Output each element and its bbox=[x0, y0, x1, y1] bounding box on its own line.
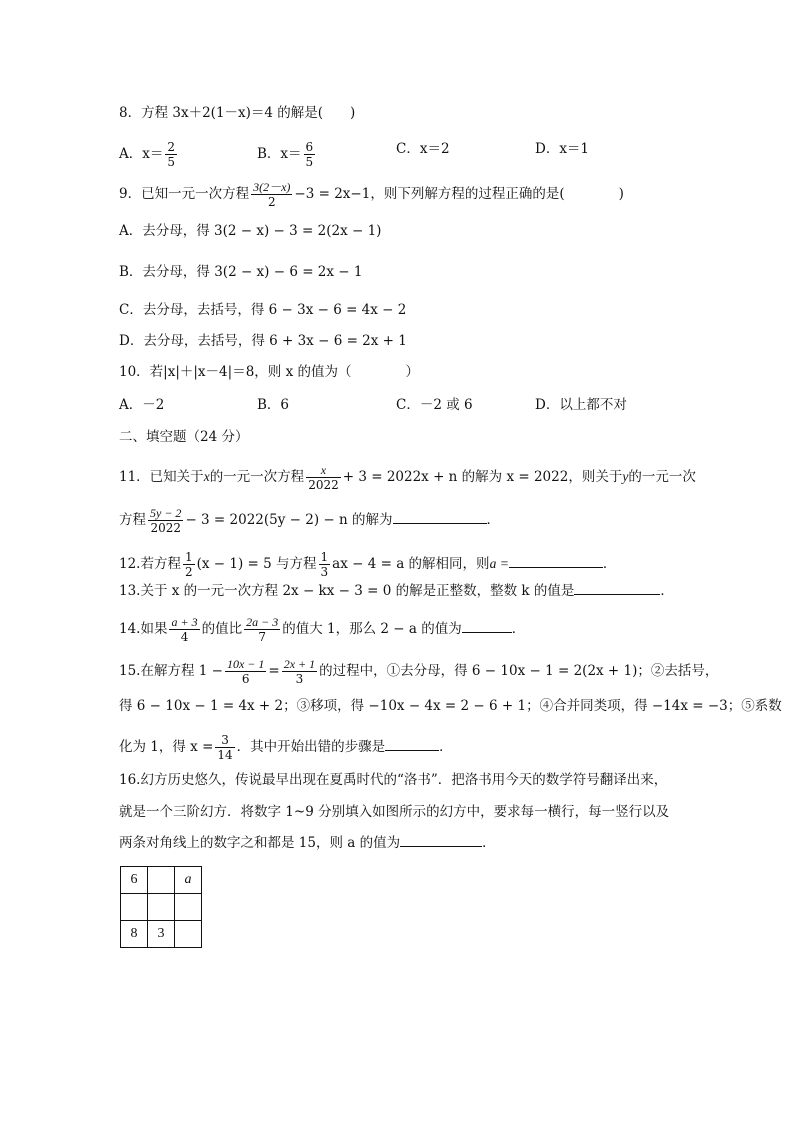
answer-blank[interactable] bbox=[385, 738, 439, 751]
q14: 14.如果 $\frac{a + 3}{4}$ 的值比 $\frac{2a - 3}{7}$ 的值大 1，那么 2 − a 的值为 ． bbox=[119, 615, 526, 644]
q15-line3: 化为 1，得 x = $\frac{3}{14}$ ．其中开始出错的步骤是 ． bbox=[119, 733, 453, 762]
magic-cell bbox=[121, 894, 148, 921]
q16-line2: 就是一个三阶幻方．将数字 1~9 分别填入如图所示的幻方中，要求每一横行，每一竖行以及 bbox=[119, 804, 670, 820]
q11-line1: 11．已知关于x的一元一次方程 $\frac{x}{2022}$ + 3 = 2022x + n 的解为 x = 2022，则关于y的一元一次 bbox=[119, 463, 696, 492]
fraction: $\frac{5y - 2}{2022}$ bbox=[150, 506, 182, 535]
q10-option-d: D．以上都不对 bbox=[535, 397, 627, 413]
q16-line1: 16.幻方历史悠久，传说最早出现在夏禹时代的“洛书”．把洛书用今天的数学符号翻译出来， bbox=[119, 772, 668, 788]
q8-option-a: A．x＝ $\frac{2}{5}$ bbox=[119, 140, 176, 169]
q11-line2: 方程 $\frac{5y - 2}{2022}$ − 3 = 2022(5y − 2) − n 的解为 ． bbox=[119, 506, 500, 535]
answer-blank[interactable] bbox=[509, 555, 603, 568]
q10-option-b: B．6 bbox=[257, 397, 290, 413]
magic-cell bbox=[175, 894, 202, 921]
magic-square bbox=[120, 866, 202, 948]
q16-line3: 两条对角线上的数字之和都是 15，则 a 的值为 ． bbox=[119, 835, 496, 851]
fraction: $\frac{3}{14}$ bbox=[217, 733, 233, 762]
magic-cell: 6 bbox=[121, 867, 148, 894]
q9-option-a: A．去分母，得 3(2 − x) − 3 = 2(2x − 1) bbox=[119, 223, 382, 239]
fraction: $\frac{3(2-x)}{2}$ bbox=[253, 180, 291, 209]
q15-line1: 15.在解方程 1 − $\frac{10x - 1}{6}$ = $\frac{2x + 1}{3}$ 的过程中，①去分母，得 6 − 10x − 1 = 2(2x + 1)；②去括号， bbox=[119, 657, 719, 686]
q15-line2: 得 6 − 10x − 1 = 4x + 2；③移项，得 −10x − 4x = 2 − 6 + 1；④合并同类项，得 −14x = −3；⑤系数 bbox=[119, 698, 782, 714]
magic-cell bbox=[148, 867, 175, 894]
fraction: $\frac{2a - 3}{7}$ bbox=[246, 615, 279, 644]
q8-option-b: B．x＝ $\frac{6}{5}$ bbox=[257, 140, 314, 169]
q8-stem: 8．方程 3x＋2(1－x)＝4 的解是( ) bbox=[119, 105, 356, 121]
answer-blank[interactable] bbox=[462, 620, 512, 633]
q9-option-d: D．去分母，去括号，得 6 + 3x − 6 = 2x + 1 bbox=[119, 333, 407, 349]
magic-cell: a bbox=[175, 867, 202, 894]
q9-option-b: B．去分母，得 3(2 − x) − 6 = 2x − 1 bbox=[119, 264, 363, 280]
magic-cell bbox=[148, 894, 175, 921]
fraction: $\frac{2x + 1}{3}$ bbox=[283, 657, 316, 686]
answer-blank[interactable] bbox=[400, 834, 482, 847]
fraction: $\frac{1}{2}$ bbox=[184, 550, 193, 579]
magic-cell: 8 bbox=[121, 921, 148, 948]
q9-stem: 9．已知一元一次方程 $\frac{3(2-x)}{2}$ −3 = 2x−1，则下列解方程的过程正确的是( ) bbox=[119, 180, 624, 209]
q10-stem: 10．若|x|＋|x－4|＝8，则 x 的值为（ ） bbox=[119, 364, 419, 380]
answer-blank[interactable] bbox=[574, 582, 660, 595]
fraction: $\frac{1}{3}$ bbox=[320, 550, 329, 579]
q12: 12.若方程 $\frac{1}{2}$ (x − 1) = 5 与方程 $\frac{1}{3}$ ax − 4 = a 的解相同，则a = ． bbox=[119, 550, 617, 579]
fraction: $\frac{a + 3}{4}$ bbox=[171, 615, 198, 644]
q8-option-d: D．x＝1 bbox=[535, 141, 590, 157]
fraction: $\frac{2}{5}$ bbox=[167, 140, 176, 169]
q10-option-c: C．－2 或 6 bbox=[396, 397, 473, 413]
answer-blank[interactable] bbox=[393, 511, 487, 524]
magic-cell: 3 bbox=[148, 921, 175, 948]
magic-cell bbox=[175, 921, 202, 948]
q10-option-a: A．－2 bbox=[119, 397, 165, 413]
q8-option-c: C．x＝2 bbox=[396, 141, 450, 157]
q9-option-c: C．去分母，去括号，得 6 − 3x − 6 = 4x − 2 bbox=[119, 302, 407, 318]
fraction: $\frac{10x - 1}{6}$ bbox=[226, 657, 265, 686]
section-heading: 二、填空题（24 分） bbox=[119, 429, 249, 445]
fraction: $\frac{x}{2022}$ bbox=[308, 463, 339, 492]
fraction: $\frac{6}{5}$ bbox=[305, 140, 314, 169]
q13: 13.关于 x 的一元一次方程 2x − kx − 3 = 0 的解是正整数，整数 k 的值是 ． bbox=[119, 583, 674, 599]
